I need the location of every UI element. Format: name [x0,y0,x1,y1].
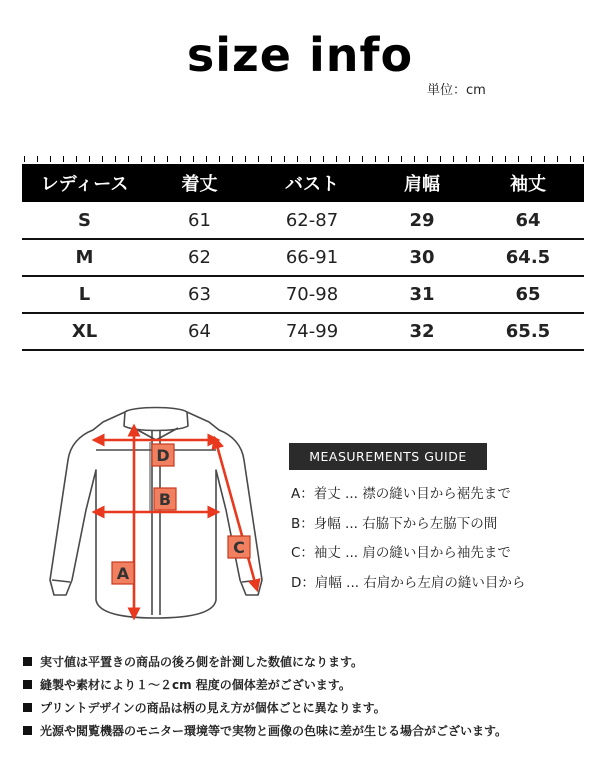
dash-tick [76,156,77,162]
table-cell: 64 [472,202,584,239]
dash-tick [310,156,311,162]
table-cell: 62-87 [252,202,372,239]
dash-tick [115,156,116,162]
dash-tick [258,156,259,162]
dash-tick [219,156,220,162]
dash-tick [531,156,532,162]
table-row [22,276,584,313]
table-cell: 30 [372,239,472,276]
dash-tick [141,156,142,162]
marker-b-label: B [158,490,172,509]
dash-tick [375,156,376,162]
dash-tick [336,156,337,162]
note-item [23,696,507,719]
dash-tick [349,156,350,162]
table-cell: 64.5 [472,239,584,276]
square-bullet-icon [23,703,32,712]
table-cell: M [22,239,147,276]
square-bullet-icon [23,657,32,666]
dash-tick [37,156,38,162]
dash-tick [297,156,298,162]
square-bullet-icon [23,726,32,735]
dash-tick [193,156,194,162]
dash-tick [479,156,480,162]
marker-d-label: D [156,446,170,465]
guide-item-b: B：身幅 ... 右脇下から左脇下の間 [291,515,498,532]
table-cell: 70-98 [252,276,372,313]
arrow-c [216,442,256,586]
measurements-guide-heading: MEASUREMENTS GUIDE [289,443,487,470]
dash-tick [362,156,363,162]
dash-tick [427,156,428,162]
table-cell: S [22,202,147,239]
header-cell: レディース [22,164,147,202]
size-table [22,164,584,351]
dash-tick [323,156,324,162]
table-cell: 65.5 [472,313,584,350]
dash-tick [154,156,155,162]
table-row [22,313,584,350]
shirt-measurement-diagram [28,400,278,635]
table-cell: 31 [372,276,472,313]
measurement-arrows [98,430,256,614]
table-cell: 32 [372,313,472,350]
guide-item-d: D：肩幅 ... 右肩から左肩の縫い目から [291,574,526,591]
note-text: 縫製や素材により１～２cm 程度の個体差がございます。 [40,678,351,692]
dash-tick [518,156,519,162]
dash-tick [414,156,415,162]
dash-tick [206,156,207,162]
dash-tick [232,156,233,162]
note-text: 実寸値は平置きの商品の後ろ側を計測した数値になります。 [40,655,364,669]
dash-tick [505,156,506,162]
dash-tick [63,156,64,162]
note-text: 光源や閲覧機器のモニター環境等で実物と画像の色味に差が生じる場合がございます。 [40,724,508,738]
dash-tick [388,156,389,162]
table-cell: 62 [147,239,252,276]
dash-tick [128,156,129,162]
unit-label: 単位：cm [427,83,486,98]
dash-tick [544,156,545,162]
note-text: プリントデザインの商品は柄の見え方が個体ごとに異なります。 [40,701,386,715]
guide-item-a: A：着丈 ... 襟の縫い目から裾先まで [291,486,511,502]
table-cell: L [22,276,147,313]
dash-tick [89,156,90,162]
header-cell: 袖丈 [472,164,584,202]
page-title: size info [186,28,414,82]
dash-tick [570,156,571,162]
dash-tick [24,156,25,162]
dash-tick [401,156,402,162]
marker-a-label: A [116,564,130,583]
dash-tick [284,156,285,162]
note-item [23,650,507,673]
header-cell: 肩幅 [372,164,472,202]
table-cell: 61 [147,202,252,239]
table-cell: 29 [372,202,472,239]
table-cell: 65 [472,276,584,313]
dash-tick [453,156,454,162]
table-cell: 74-99 [252,313,372,350]
dash-tick [102,156,103,162]
table-row [22,239,584,276]
dash-tick [245,156,246,162]
table-header-row [22,164,584,202]
table-cell: 66-91 [252,239,372,276]
table-cell: 64 [147,313,252,350]
note-item [23,719,507,742]
guide-item-c: C：袖丈 ... 肩の縫い目から袖先まで [291,545,511,561]
dash-tick [583,156,584,162]
dash-tick [50,156,51,162]
table-cell: XL [22,313,147,350]
table-top-dashes [22,156,584,162]
dash-tick [440,156,441,162]
dash-tick [167,156,168,162]
table-cell: 63 [147,276,252,313]
measurements-guide-list [291,482,525,600]
marker-c-label: C [233,538,245,557]
note-item [23,673,507,696]
dash-tick [180,156,181,162]
dash-tick [492,156,493,162]
notes-list [23,650,507,742]
dash-tick [466,156,467,162]
dash-tick [271,156,272,162]
square-bullet-icon [23,680,32,689]
table-row [22,202,584,239]
header-cell: 着丈 [147,164,252,202]
dash-tick [557,156,558,162]
header-cell: バスト [252,164,372,202]
